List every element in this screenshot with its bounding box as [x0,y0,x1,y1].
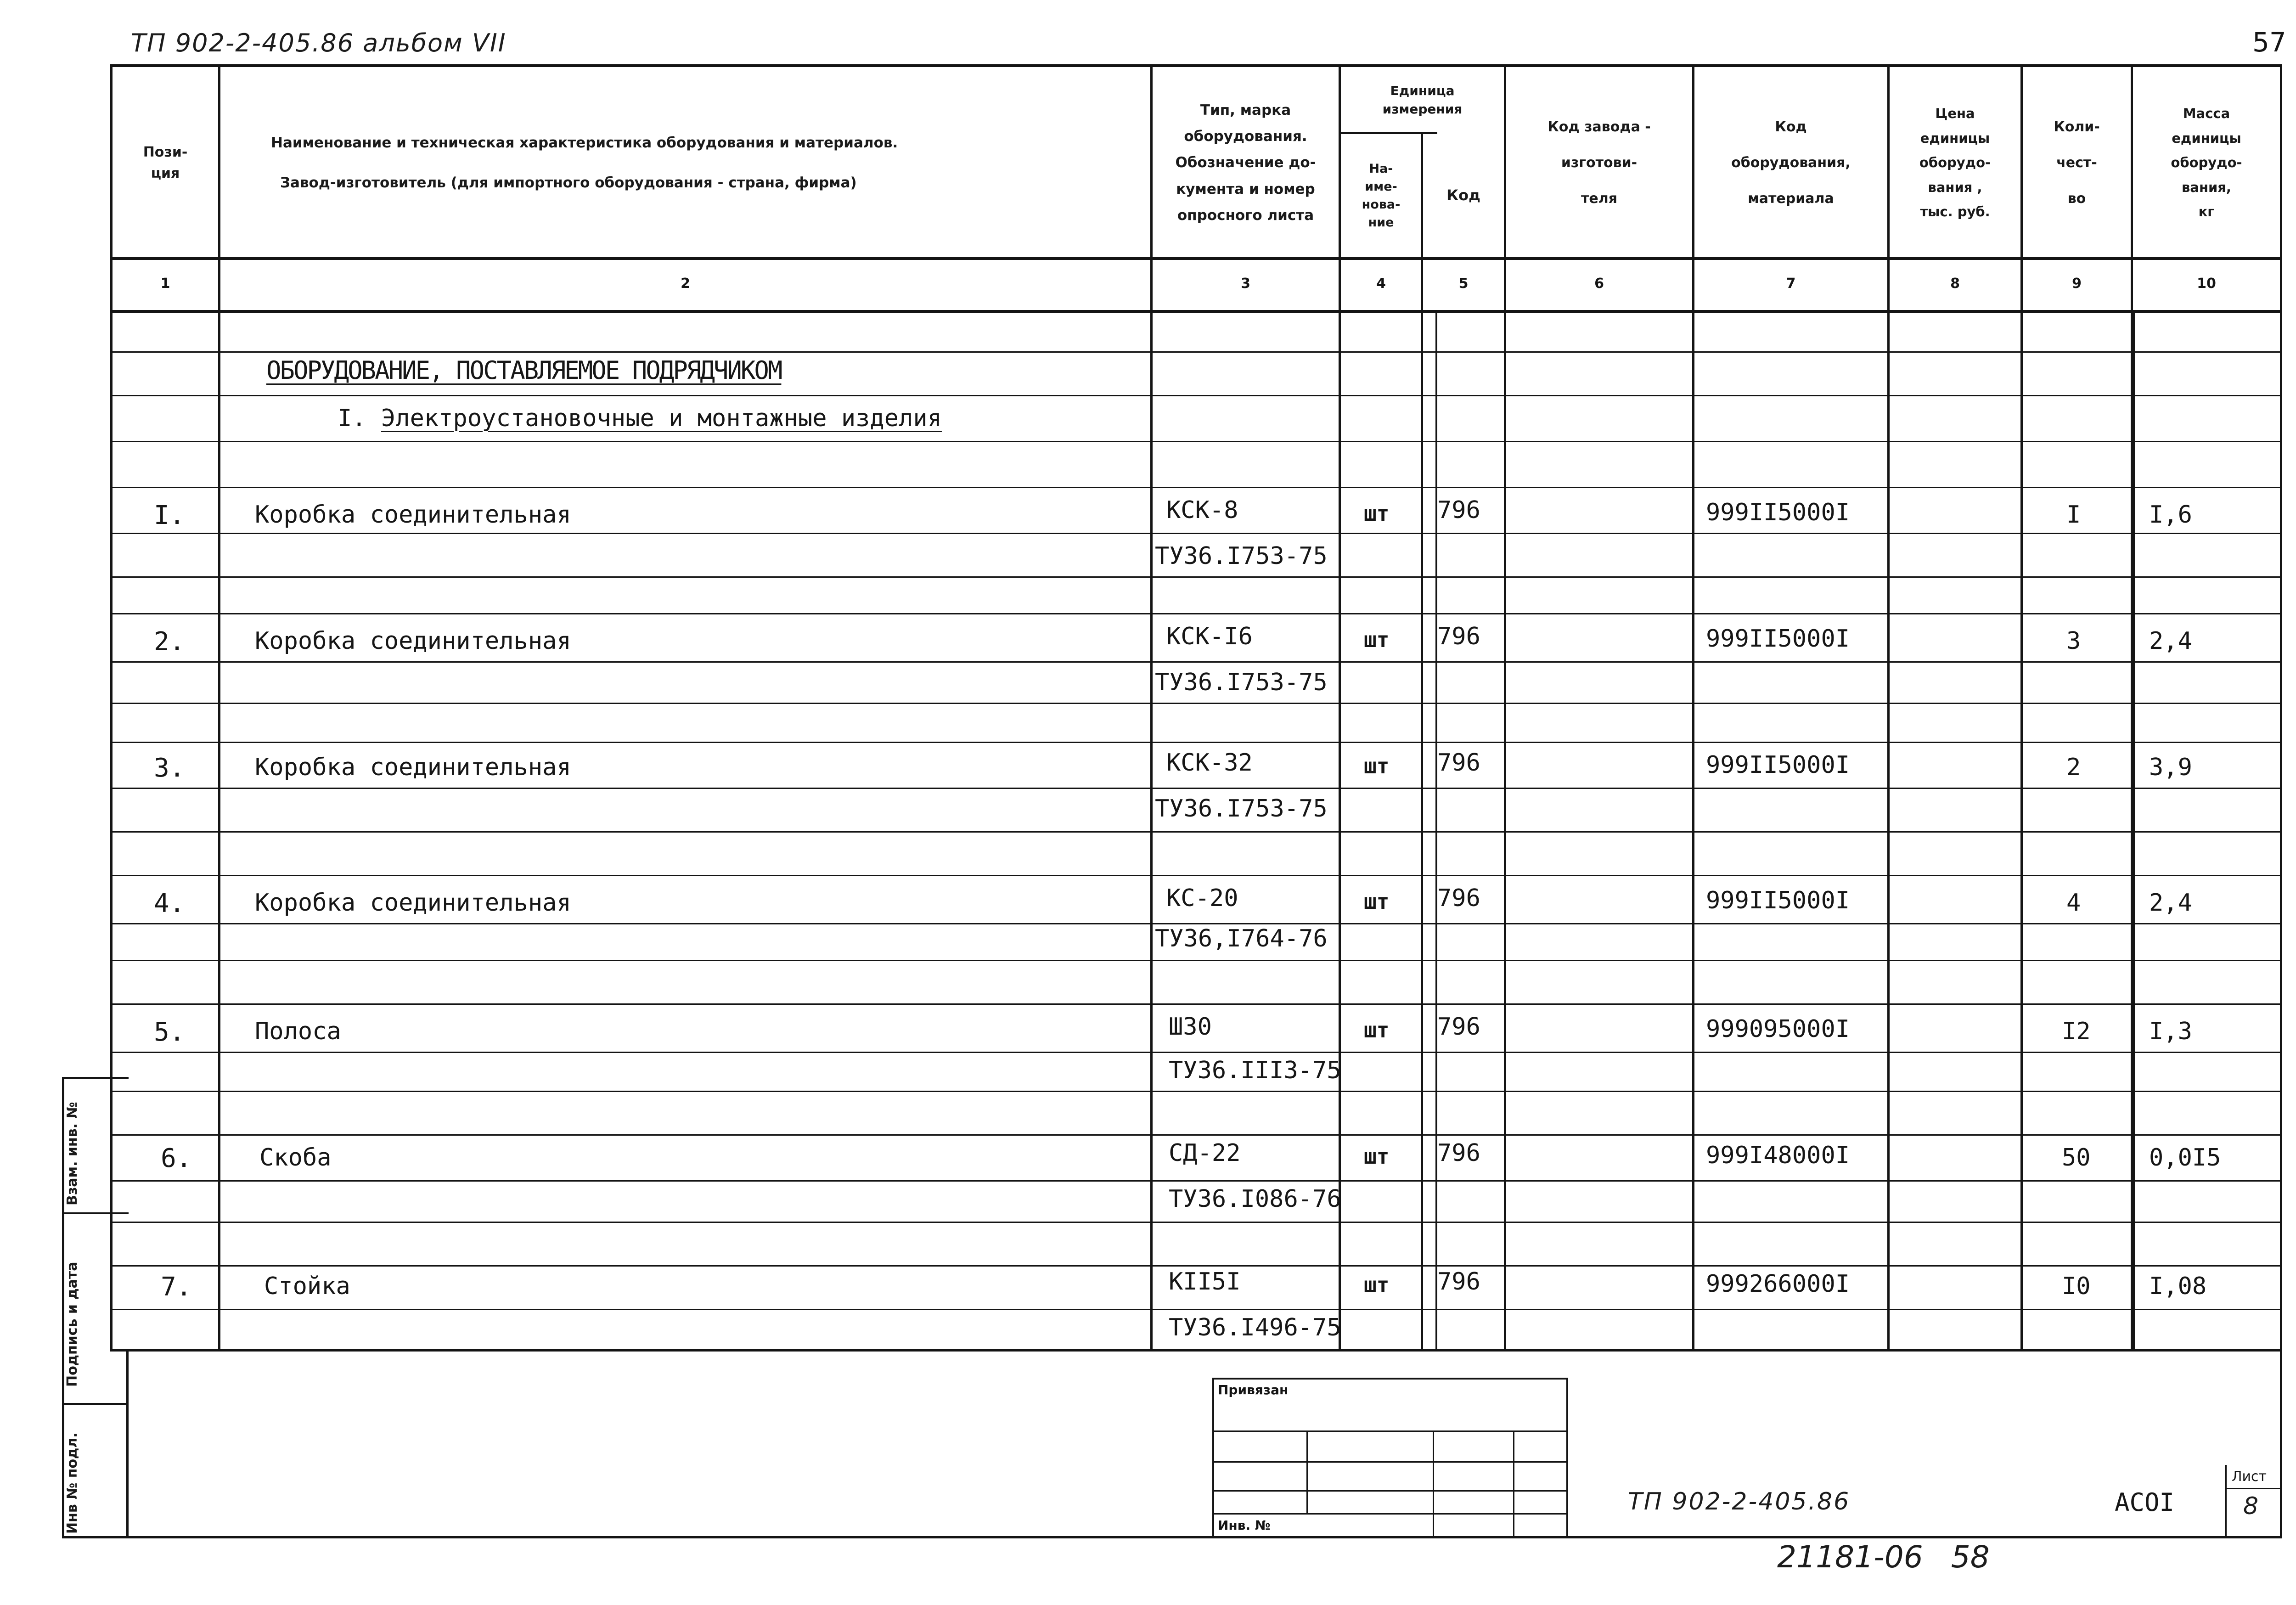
document-cell: ТУ36.I496-75 [1169,1314,1341,1341]
mass-cell: I,3 [2149,1018,2192,1045]
column-number: 4 [1376,276,1386,292]
margin-signature-date: Подпись и дата [64,1261,80,1387]
material-code-cell: 999II5000I [1706,499,1850,526]
column-number: 9 [2072,276,2082,292]
subsection-number: I. [338,405,366,432]
type-cell: КСК-I6 [1166,623,1253,650]
document-cell: ТУ36.I753-75 [1155,542,1328,570]
name-cell: Коробка соединительная [255,501,571,529]
material-code-cell: 999II5000I [1706,887,1850,914]
column-number: 2 [681,276,690,292]
type-cell: КС-20 [1166,884,1238,912]
material-code-cell: 999266000I [1706,1270,1850,1298]
unit-cell: шт [1364,1273,1390,1297]
drawing-mark: АСОI [2115,1488,2175,1517]
subsection-title: Электроустановочные и монтажные изделия [381,405,942,432]
quantity-cell: I [2066,501,2081,529]
unit-code-cell: 796 [1437,1013,1480,1041]
unit-code-cell: 796 [1437,496,1480,524]
header-unit-code: Код [1446,186,1480,204]
document-cell: ТУ36.I086-76 [1169,1185,1341,1213]
header-name: Наименование и техническая характеристика оборудования и материалов. Завод-изготовитель (для импортного оборудования - страна, фирма) [271,135,898,191]
name-cell: Коробка соединительная [255,754,571,781]
column-number: 7 [1786,276,1796,292]
material-code-cell: 999I48000I [1706,1142,1850,1169]
column-number: 10 [2197,276,2216,292]
header-manufacturer-code: Код завода - изготови- теля [1548,119,1651,207]
album-title: ТП 902-2-405.86 альбом VII [131,28,506,57]
header-price: Цена единицы оборудо- вания , тыс. руб. [1919,105,1991,220]
header-mass: Масса единицы оборудо- вания, кг [2171,105,2242,220]
position-cell: 5. [154,1017,185,1047]
inventory-label: Инв. № [1218,1518,1271,1533]
margin-original-inventory: Инв № подл. [64,1432,80,1534]
column-number: 3 [1241,276,1250,292]
unit-cell: шт [1364,627,1390,652]
unit-cell: шт [1364,1144,1390,1169]
mass-cell: 0,0I5 [2149,1144,2221,1171]
header-unit-group: Единица измерения [1382,83,1463,117]
column-number: 5 [1458,276,1469,292]
document-code: ТП 902-2-405.86 [1628,1488,1851,1515]
quantity-cell: I0 [2062,1273,2091,1300]
header-position: Пози- ция [143,144,188,181]
position-cell: 4. [154,889,185,918]
column-number: 8 [1950,276,1960,292]
name-cell: Коробка соединительная [255,627,571,655]
page-number: 57 [2252,27,2286,58]
unit-cell: шт [1364,501,1390,526]
quantity-cell: 4 [2066,889,2081,917]
header-type: Тип, марка оборудования. Обозначение до- кумента и номер опросного листа [1175,101,1316,224]
document-cell: ТУ36.III3-75 [1169,1057,1341,1084]
unit-cell: шт [1364,889,1390,914]
document-cell: ТУ36.I753-75 [1155,669,1328,696]
margin-replacement-inventory: Взам. инв. № [64,1102,80,1205]
material-code-cell: 999095000I [1706,1015,1850,1043]
header-quantity: Коли- чест- во [2054,119,2100,207]
quantity-cell: 3 [2066,627,2081,655]
position-cell: 2. [154,627,185,657]
quantity-cell: 50 [2062,1144,2091,1171]
name-cell: Полоса [255,1018,341,1045]
position-cell: 7. [161,1272,192,1302]
mass-cell: I,08 [2149,1273,2207,1300]
column-number: 1 [160,276,170,292]
type-cell: КСК-8 [1166,496,1238,524]
mass-cell: I,6 [2149,501,2192,529]
mass-cell: 2,4 [2149,889,2192,917]
name-cell: Скоба [259,1144,332,1171]
sheet-label: Лист [2232,1469,2267,1485]
type-cell: СД-22 [1169,1139,1241,1167]
position-cell: I. [154,501,185,530]
bound-label: Привязан [1218,1382,1289,1397]
name-cell: Стойка [264,1273,350,1300]
type-cell: Ш30 [1169,1013,1212,1041]
unit-code-cell: 796 [1437,884,1480,912]
mass-cell: 2,4 [2149,627,2192,655]
header-unit-name: На- име- нова- ние [1362,161,1401,230]
header-material-code: Код оборудования, материала [1731,119,1851,207]
type-cell: КII5I [1169,1268,1241,1295]
unit-code-cell: 796 [1437,1139,1480,1167]
section-title: ОБОРУДОВАНИЕ, ПОСТАВЛЯЕМОЕ ПОДРЯДЧИКОМ [266,356,782,385]
document-cell: ТУ36,I764-76 [1155,925,1328,952]
quantity-cell: I2 [2062,1018,2091,1045]
unit-cell: шт [1364,754,1390,778]
type-cell: КСК-32 [1166,749,1253,777]
document-cell: ТУ36.I753-75 [1155,795,1328,822]
mass-cell: 3,9 [2149,754,2192,781]
archive-number: 21181-06 58 [1777,1539,1990,1575]
material-code-cell: 999II5000I [1706,625,1850,653]
position-cell: 3. [154,753,185,783]
unit-code-cell: 796 [1437,1268,1480,1295]
unit-code-cell: 796 [1437,749,1480,777]
unit-code-cell: 796 [1437,623,1480,650]
position-cell: 6. [161,1143,192,1173]
sheet-number: 8 [2243,1492,2259,1520]
quantity-cell: 2 [2066,754,2081,781]
material-code-cell: 999II5000I [1706,751,1850,779]
column-number: 6 [1594,276,1604,292]
name-cell: Коробка соединительная [255,889,571,917]
unit-cell: шт [1364,1018,1390,1042]
